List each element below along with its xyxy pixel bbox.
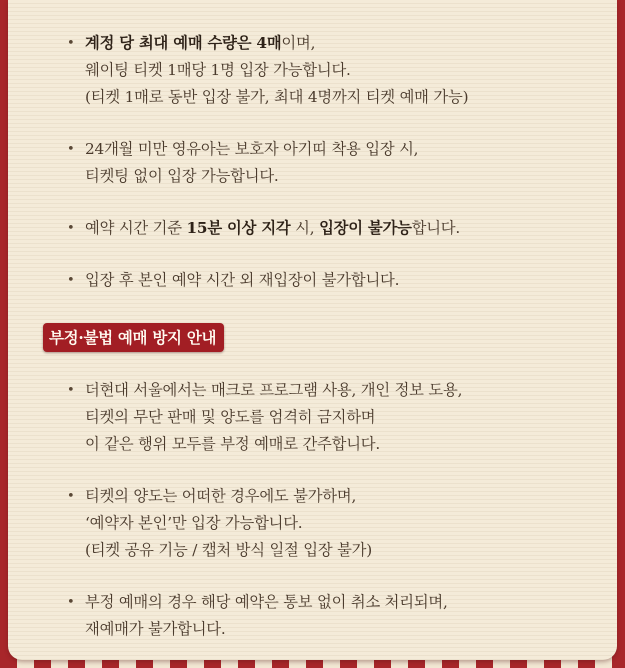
list-item — [38, 267, 587, 294]
list-item-line — [85, 215, 587, 242]
notice-card — [8, 0, 617, 660]
body-text: 시, — [290, 219, 320, 237]
bullet-icon: • — [67, 595, 75, 610]
body-text: (티켓 1매로 동반 입장 불가, 최대 4명까지 티켓 예매 가능) — [85, 88, 469, 106]
body-text: 티켓팅 없이 입장 가능합니다. — [85, 167, 279, 185]
body-text: (티켓 공유 기능 / 캡처 방식 일절 입장 불가) — [85, 541, 373, 559]
list-item-line — [85, 510, 587, 537]
list-item — [38, 483, 587, 564]
list-item-line — [85, 404, 587, 431]
emphasis-text: 계정 당 최대 예매 수량은 4매 — [85, 34, 282, 52]
emphasis-text: 입장이 불가능 — [319, 219, 412, 237]
list-item — [38, 136, 587, 190]
bullet-icon: • — [67, 383, 75, 398]
emphasis-text: 15분 이상 지각 — [186, 219, 291, 237]
list-item-line — [85, 267, 587, 294]
body-text: 웨이팅 티켓 1매당 1명 입장 가능합니다. — [85, 61, 351, 79]
body-text: 더현대 서울에서는 매크로 프로그램 사용, 개인 정보 도용, — [85, 381, 463, 399]
body-text: 입장 후 본인 예약 시간 외 재입장이 불가합니다. — [85, 271, 400, 289]
fraud-policy-list — [38, 377, 587, 643]
body-text: 예약 시간 기준 — [85, 219, 187, 237]
list-item-line — [85, 537, 587, 564]
body-text: 부정 예매의 경우 해당 예약은 통보 없이 취소 처리되며, — [85, 593, 448, 611]
body-text: 재예매가 불가합니다. — [85, 620, 226, 638]
list-item — [38, 30, 587, 111]
bullet-icon: • — [67, 142, 75, 157]
list-item-line — [85, 57, 587, 84]
list-item-line — [85, 30, 587, 57]
body-text: 이며, — [281, 34, 316, 52]
body-text: 티켓의 양도는 어떠한 경우에도 불가하며, — [85, 487, 357, 505]
bullet-icon: • — [67, 273, 75, 288]
body-text: 24개월 미만 영유아는 보호자 아기띠 착용 입장 시, — [85, 140, 419, 158]
list-item-line — [85, 589, 587, 616]
list-item — [38, 589, 587, 643]
list-item-line — [85, 431, 587, 458]
fraud-prevention-badge: 부정·불법 예매 방지 안내 — [43, 323, 224, 352]
list-item — [38, 377, 587, 458]
list-item-line — [85, 483, 587, 510]
list-item-line — [85, 84, 587, 111]
bullet-icon: • — [67, 489, 75, 504]
list-item-line — [85, 163, 587, 190]
body-text: ‘예약자 본인’만 입장 가능합니다. — [85, 514, 303, 532]
bullet-icon: • — [67, 36, 75, 51]
body-text: 티켓의 무단 판매 및 양도를 엄격히 금지하며 — [85, 408, 376, 426]
bullet-icon: • — [67, 221, 75, 236]
body-text: 합니다. — [411, 219, 461, 237]
body-text: 이 같은 행위 모두를 부정 예매로 간주합니다. — [85, 435, 381, 453]
ticket-policy-list — [38, 30, 587, 294]
list-item — [38, 215, 587, 242]
list-item-line — [85, 377, 587, 404]
list-item-line — [85, 136, 587, 163]
list-item-line — [85, 616, 587, 643]
